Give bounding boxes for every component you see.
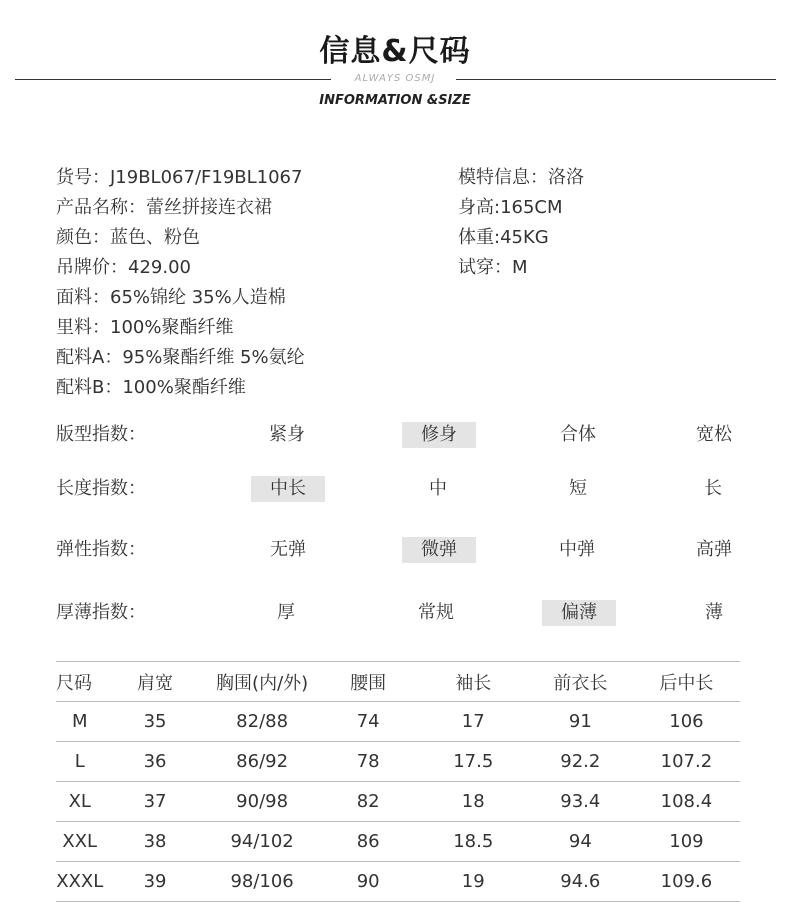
page-subtitle: INFORMATION &SIZE (319, 93, 471, 108)
index-option: 中 (429, 478, 447, 499)
column-header: 胸围(内/外) (207, 662, 318, 702)
table-row (56, 742, 740, 782)
table-cell: 18 (419, 782, 528, 822)
size-chart-table (56, 661, 740, 902)
column-header: 前衣长 (528, 662, 633, 702)
table-cell: 82 (318, 782, 419, 822)
table-cell: 86 (318, 822, 419, 862)
table-cell: 93.4 (528, 782, 633, 822)
index-option: 微弹 (402, 537, 476, 563)
info-line-color: 颜色：蓝色、粉色 (56, 227, 200, 248)
info-line-model: 模特信息：洛洛 (458, 167, 584, 188)
index-label: 版型指数： (56, 424, 146, 445)
info-line-fabric: 面料：65%锦纶 35%人造棉 (56, 287, 286, 308)
table-row (56, 862, 740, 902)
info-line-price: 吊牌价：429.00 (56, 257, 191, 278)
index-option: 中长 (251, 476, 325, 502)
index-option: 修身 (402, 422, 476, 448)
index-option: 常规 (418, 602, 454, 623)
page-title: 信息&尺码 (319, 34, 471, 69)
fit-index-row (0, 420, 790, 450)
index-option: 宽松 (696, 424, 732, 445)
index-label: 厚薄指数： (56, 602, 146, 623)
table-cell: 94/102 (207, 822, 318, 862)
index-option: 无弹 (270, 539, 306, 560)
table-cell: 106 (633, 702, 740, 742)
index-option: 中弹 (559, 539, 595, 560)
table-cell: 108.4 (633, 782, 740, 822)
info-line-product-name: 产品名称：蕾丝拼接连衣裙 (56, 197, 272, 218)
info-line-weight: 体重:45KG (458, 227, 549, 248)
index-option: 薄 (705, 602, 723, 623)
size-cell: XL (56, 782, 104, 822)
table-cell: 91 (528, 702, 633, 742)
table-cell: 109.6 (633, 862, 740, 902)
table-cell: 37 (104, 782, 207, 822)
table-cell: 36 (104, 742, 207, 782)
size-cell: L (56, 742, 104, 782)
thickness-index-row (0, 598, 790, 628)
index-option: 合体 (560, 424, 596, 445)
elasticity-index-row (0, 535, 790, 565)
size-cell: XXXL (56, 862, 104, 902)
index-option: 短 (569, 478, 587, 499)
table-cell: 17.5 (419, 742, 528, 782)
table-row (56, 782, 740, 822)
table-cell: 78 (318, 742, 419, 782)
info-line-sku: 货号：J19BL067/F19BL1067 (56, 167, 303, 188)
table-cell: 90 (318, 862, 419, 902)
table-cell: 90/98 (207, 782, 318, 822)
info-line-height: 身高:165CM (458, 197, 563, 218)
length-index-row (0, 474, 790, 504)
brand-line: ALWAYS OSMJ (354, 73, 436, 84)
index-option: 紧身 (269, 424, 305, 445)
info-line-fitting-size: 试穿：M (458, 257, 528, 278)
column-header: 腰围 (318, 662, 419, 702)
info-line-trim-b: 配料B：100%聚酯纤维 (56, 377, 246, 398)
table-cell: 38 (104, 822, 207, 862)
table-cell: 107.2 (633, 742, 740, 782)
table-cell: 39 (104, 862, 207, 902)
table-cell: 92.2 (528, 742, 633, 782)
index-option: 偏薄 (542, 600, 616, 626)
table-cell: 86/92 (207, 742, 318, 782)
table-cell: 94.6 (528, 862, 633, 902)
table-cell: 74 (318, 702, 419, 742)
info-line-trim-a: 配料A：95%聚酯纤维 5%氨纶 (56, 347, 305, 368)
product-info (56, 165, 305, 405)
index-option: 厚 (277, 602, 295, 623)
table-cell: 17 (419, 702, 528, 742)
size-cell: XXL (56, 822, 104, 862)
index-option: 高弹 (696, 539, 732, 560)
table-cell: 94 (528, 822, 633, 862)
table-cell: 109 (633, 822, 740, 862)
table-cell: 18.5 (419, 822, 528, 862)
index-label: 长度指数： (56, 478, 146, 499)
index-label: 弹性指数： (56, 539, 146, 560)
table-header-row (56, 662, 740, 702)
info-line-lining: 里料：100%聚酯纤维 (56, 317, 234, 338)
table-cell: 19 (419, 862, 528, 902)
table-cell: 98/106 (207, 862, 318, 902)
index-option: 长 (704, 478, 722, 499)
table-row (56, 822, 740, 862)
column-header: 尺码 (56, 662, 104, 702)
size-cell: M (56, 702, 104, 742)
model-info (458, 165, 584, 285)
table-cell: 82/88 (207, 702, 318, 742)
column-header: 袖长 (419, 662, 528, 702)
table-cell: 35 (104, 702, 207, 742)
column-header: 后中长 (633, 662, 740, 702)
table-row (56, 702, 740, 742)
column-header: 肩宽 (104, 662, 207, 702)
